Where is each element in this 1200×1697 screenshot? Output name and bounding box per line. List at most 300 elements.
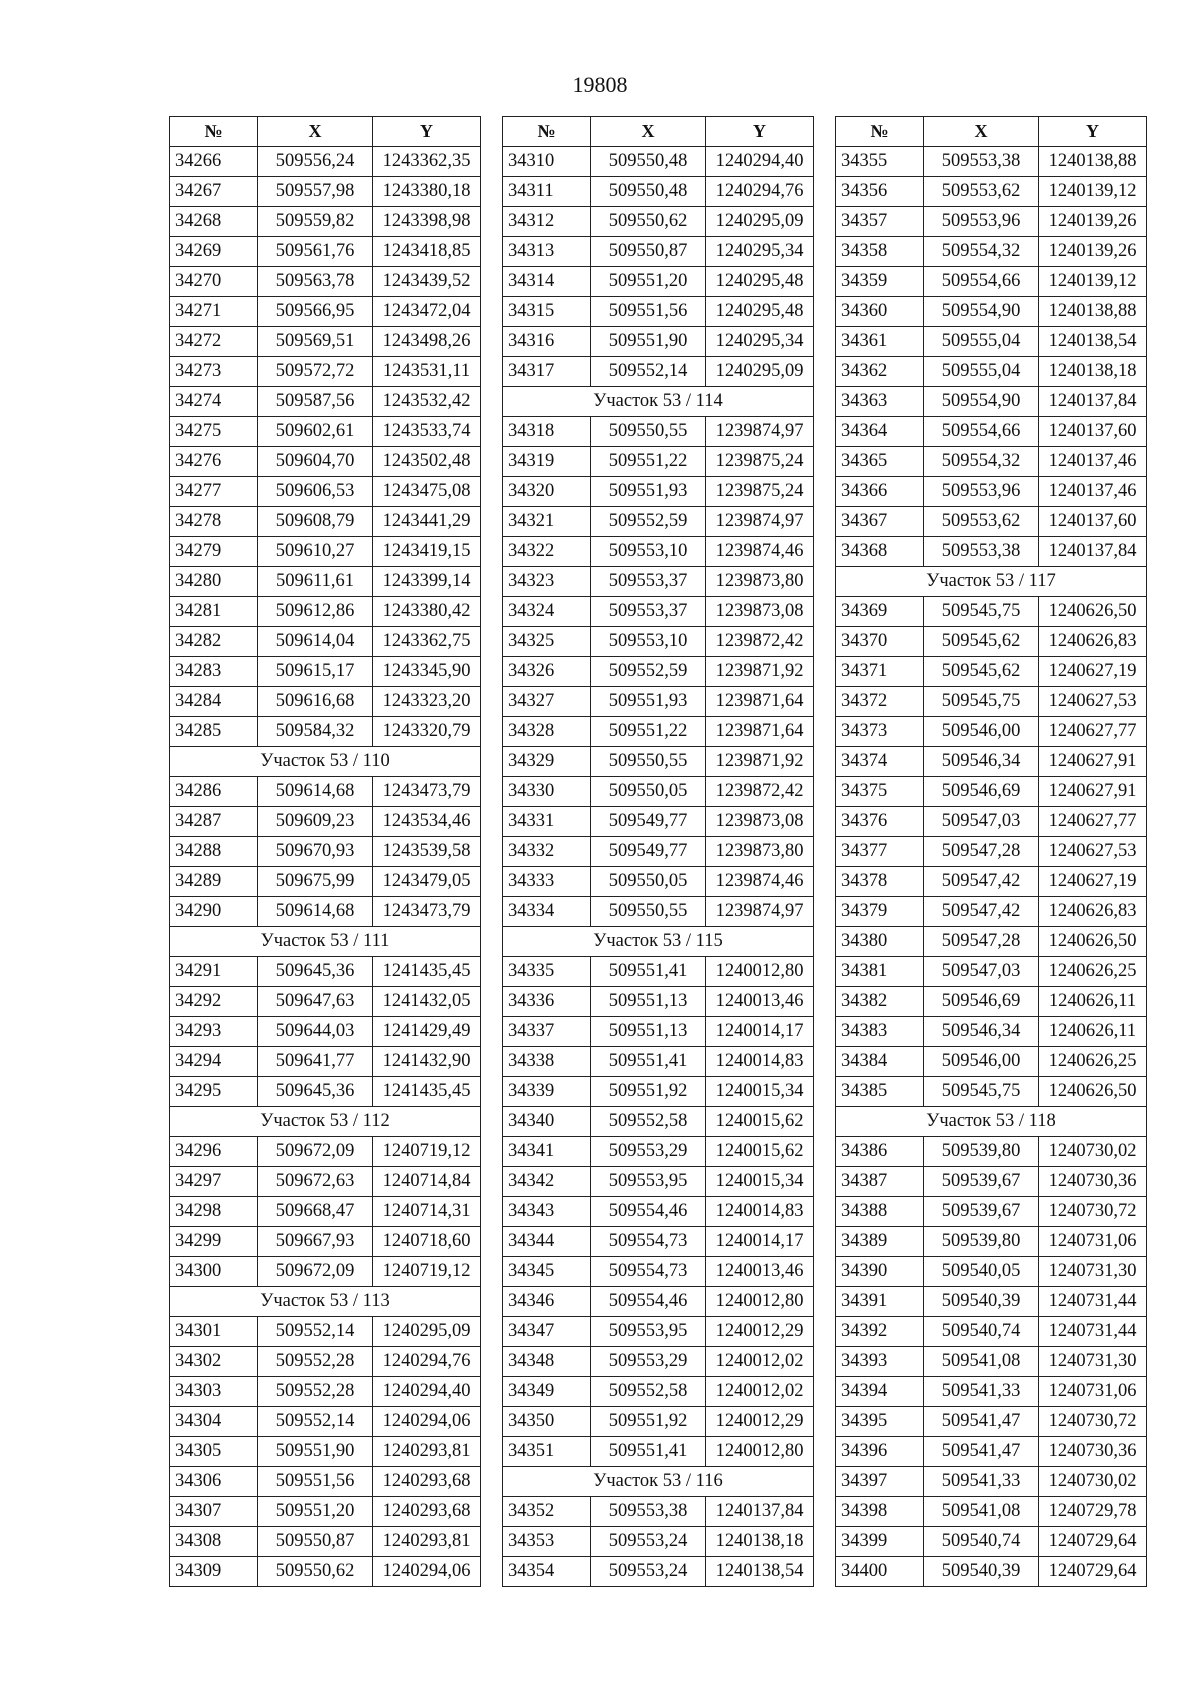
table-row	[503, 1407, 814, 1437]
x-coordinate: 509614,04	[258, 627, 373, 657]
point-number: 34339	[503, 1077, 591, 1107]
point-number: 34342	[503, 1167, 591, 1197]
table-row	[170, 1047, 481, 1077]
x-coordinate: 509546,34	[924, 1017, 1039, 1047]
x-coordinate: 509555,04	[924, 327, 1039, 357]
table-row	[836, 1047, 1147, 1077]
x-coordinate: 509551,93	[591, 687, 706, 717]
x-coordinate: 509553,37	[591, 597, 706, 627]
table-row	[836, 657, 1147, 687]
point-number: 34347	[503, 1317, 591, 1347]
table-row	[503, 597, 814, 627]
y-coordinate: 1240627,53	[1039, 687, 1147, 717]
point-number: 34289	[170, 867, 258, 897]
x-coordinate: 509675,99	[258, 867, 373, 897]
x-coordinate: 509550,62	[258, 1557, 373, 1587]
point-number: 34286	[170, 777, 258, 807]
y-coordinate: 1240012,80	[706, 957, 814, 987]
point-number: 34348	[503, 1347, 591, 1377]
y-coordinate: 1243345,90	[373, 657, 481, 687]
y-coordinate: 1243532,42	[373, 387, 481, 417]
table-row	[170, 387, 481, 417]
y-coordinate: 1240731,44	[1039, 1287, 1147, 1317]
point-number: 34384	[836, 1047, 924, 1077]
section-title: Участок 53 / 111	[170, 927, 481, 957]
x-coordinate: 509553,62	[924, 507, 1039, 537]
table-row	[503, 807, 814, 837]
y-coordinate: 1241435,45	[373, 1077, 481, 1107]
table-row	[836, 1527, 1147, 1557]
point-number: 34275	[170, 417, 258, 447]
y-coordinate: 1240294,06	[373, 1407, 481, 1437]
y-coordinate: 1240294,76	[373, 1347, 481, 1377]
table-row	[170, 537, 481, 567]
table-header-row	[170, 117, 481, 147]
table-row	[170, 1497, 481, 1527]
x-coordinate: 509672,09	[258, 1137, 373, 1167]
y-coordinate: 1243380,18	[373, 177, 481, 207]
table-row	[170, 897, 481, 927]
table-row	[170, 477, 481, 507]
y-coordinate: 1240730,02	[1039, 1467, 1147, 1497]
y-coordinate: 1240714,31	[373, 1197, 481, 1227]
x-coordinate: 509539,80	[924, 1137, 1039, 1167]
x-coordinate: 509614,68	[258, 897, 373, 927]
table-row	[503, 357, 814, 387]
point-number: 34392	[836, 1317, 924, 1347]
y-coordinate: 1243362,75	[373, 627, 481, 657]
y-coordinate: 1240293,81	[373, 1527, 481, 1557]
x-coordinate: 509611,61	[258, 567, 373, 597]
table-row	[836, 1317, 1147, 1347]
x-coordinate: 509555,04	[924, 357, 1039, 387]
table-row	[836, 627, 1147, 657]
point-number: 34308	[170, 1527, 258, 1557]
y-coordinate: 1239874,97	[706, 897, 814, 927]
table-row	[503, 1017, 814, 1047]
x-coordinate: 509610,27	[258, 537, 373, 567]
point-number: 34338	[503, 1047, 591, 1077]
x-coordinate: 509554,46	[591, 1287, 706, 1317]
y-coordinate: 1240139,26	[1039, 237, 1147, 267]
y-coordinate: 1240013,46	[706, 1257, 814, 1287]
point-number: 34397	[836, 1467, 924, 1497]
y-coordinate: 1241432,05	[373, 987, 481, 1017]
header-y: Y	[1039, 117, 1147, 147]
table-row	[170, 447, 481, 477]
x-coordinate: 509584,32	[258, 717, 373, 747]
point-number: 34365	[836, 447, 924, 477]
table-row	[170, 1527, 481, 1557]
point-number: 34346	[503, 1287, 591, 1317]
y-coordinate: 1240137,46	[1039, 447, 1147, 477]
x-coordinate: 509547,28	[924, 927, 1039, 957]
x-coordinate: 509553,24	[591, 1557, 706, 1587]
point-number: 34306	[170, 1467, 258, 1497]
table-row	[170, 1257, 481, 1287]
x-coordinate: 509541,33	[924, 1377, 1039, 1407]
table-row	[503, 1527, 814, 1557]
x-coordinate: 509539,67	[924, 1197, 1039, 1227]
x-coordinate: 509612,86	[258, 597, 373, 627]
y-coordinate: 1239872,42	[706, 777, 814, 807]
y-coordinate: 1240014,83	[706, 1197, 814, 1227]
y-coordinate: 1240012,80	[706, 1437, 814, 1467]
table-row	[836, 867, 1147, 897]
x-coordinate: 509670,93	[258, 837, 373, 867]
x-coordinate: 509645,36	[258, 1077, 373, 1107]
y-coordinate: 1240627,91	[1039, 777, 1147, 807]
x-coordinate: 509549,77	[591, 837, 706, 867]
y-coordinate: 1243419,15	[373, 537, 481, 567]
coordinates-table-3	[835, 116, 1147, 1587]
table-row	[503, 1257, 814, 1287]
table-row	[836, 1167, 1147, 1197]
y-coordinate: 1239874,46	[706, 867, 814, 897]
y-coordinate: 1240293,68	[373, 1497, 481, 1527]
table-row	[836, 327, 1147, 357]
table-row	[170, 1017, 481, 1047]
table-row	[503, 1137, 814, 1167]
table-row	[503, 1497, 814, 1527]
y-coordinate: 1243502,48	[373, 447, 481, 477]
x-coordinate: 509540,05	[924, 1257, 1039, 1287]
x-coordinate: 509552,14	[591, 357, 706, 387]
table-row	[503, 417, 814, 447]
point-number: 34287	[170, 807, 258, 837]
y-coordinate: 1240295,09	[373, 1317, 481, 1347]
y-coordinate: 1241432,90	[373, 1047, 481, 1077]
x-coordinate: 509604,70	[258, 447, 373, 477]
x-coordinate: 509566,95	[258, 297, 373, 327]
x-coordinate: 509551,90	[591, 327, 706, 357]
y-coordinate: 1240718,60	[373, 1227, 481, 1257]
x-coordinate: 509553,38	[591, 1497, 706, 1527]
y-coordinate: 1240627,77	[1039, 807, 1147, 837]
point-number: 34369	[836, 597, 924, 627]
y-coordinate: 1239871,92	[706, 657, 814, 687]
point-number: 34360	[836, 297, 924, 327]
point-number: 34358	[836, 237, 924, 267]
table-row	[503, 567, 814, 597]
table-row	[836, 1287, 1147, 1317]
table-row	[836, 927, 1147, 957]
point-number: 34271	[170, 297, 258, 327]
point-number: 34294	[170, 1047, 258, 1077]
point-number: 34396	[836, 1437, 924, 1467]
point-number: 34304	[170, 1407, 258, 1437]
y-coordinate: 1243362,35	[373, 147, 481, 177]
x-coordinate: 509546,69	[924, 987, 1039, 1017]
y-coordinate: 1240137,84	[1039, 387, 1147, 417]
y-coordinate: 1239874,97	[706, 507, 814, 537]
point-number: 34273	[170, 357, 258, 387]
y-coordinate: 1239873,80	[706, 837, 814, 867]
point-number: 34333	[503, 867, 591, 897]
x-coordinate: 509553,95	[591, 1317, 706, 1347]
y-coordinate: 1239872,42	[706, 627, 814, 657]
point-number: 34383	[836, 1017, 924, 1047]
x-coordinate: 509554,73	[591, 1227, 706, 1257]
y-coordinate: 1240626,83	[1039, 897, 1147, 927]
y-coordinate: 1240295,48	[706, 297, 814, 327]
table-row	[170, 1227, 481, 1257]
point-number: 34284	[170, 687, 258, 717]
x-coordinate: 509554,32	[924, 447, 1039, 477]
y-coordinate: 1240293,68	[373, 1467, 481, 1497]
y-coordinate: 1240137,84	[706, 1497, 814, 1527]
x-coordinate: 509551,20	[591, 267, 706, 297]
table-row	[503, 1377, 814, 1407]
header-y: Y	[706, 117, 814, 147]
table-row	[836, 837, 1147, 867]
point-number: 34270	[170, 267, 258, 297]
point-number: 34313	[503, 237, 591, 267]
x-coordinate: 509668,47	[258, 1197, 373, 1227]
point-number: 34325	[503, 627, 591, 657]
x-coordinate: 509547,42	[924, 867, 1039, 897]
y-coordinate: 1240015,34	[706, 1077, 814, 1107]
point-number: 34310	[503, 147, 591, 177]
point-number: 34282	[170, 627, 258, 657]
point-number: 34293	[170, 1017, 258, 1047]
point-number: 34361	[836, 327, 924, 357]
x-coordinate: 509553,10	[591, 627, 706, 657]
x-coordinate: 509552,58	[591, 1377, 706, 1407]
y-coordinate: 1240714,84	[373, 1167, 481, 1197]
table-row	[170, 837, 481, 867]
table-row	[836, 897, 1147, 927]
y-coordinate: 1240138,54	[1039, 327, 1147, 357]
header-num: №	[170, 117, 258, 147]
point-number: 34389	[836, 1227, 924, 1257]
point-number: 34372	[836, 687, 924, 717]
point-number: 34279	[170, 537, 258, 567]
table-row	[170, 327, 481, 357]
x-coordinate: 509540,74	[924, 1317, 1039, 1347]
y-coordinate: 1240137,60	[1039, 507, 1147, 537]
x-coordinate: 509541,47	[924, 1437, 1039, 1467]
coordinates-table-2	[502, 116, 814, 1587]
table-row	[170, 1167, 481, 1197]
x-coordinate: 509550,05	[591, 777, 706, 807]
table-row	[503, 327, 814, 357]
y-coordinate: 1240295,09	[706, 357, 814, 387]
point-number: 34291	[170, 957, 258, 987]
y-coordinate: 1240012,29	[706, 1407, 814, 1437]
y-coordinate: 1240137,60	[1039, 417, 1147, 447]
table-row	[836, 1467, 1147, 1497]
y-coordinate: 1240626,11	[1039, 987, 1147, 1017]
y-coordinate: 1243323,20	[373, 687, 481, 717]
point-number: 34274	[170, 387, 258, 417]
point-number: 34378	[836, 867, 924, 897]
y-coordinate: 1240626,50	[1039, 597, 1147, 627]
table-row	[836, 537, 1147, 567]
table-row	[836, 1347, 1147, 1377]
x-coordinate: 509540,74	[924, 1527, 1039, 1557]
table-row	[170, 237, 481, 267]
point-number: 34374	[836, 747, 924, 777]
y-coordinate: 1240627,19	[1039, 657, 1147, 687]
x-coordinate: 509541,33	[924, 1467, 1039, 1497]
y-coordinate: 1240731,30	[1039, 1347, 1147, 1377]
point-number: 34330	[503, 777, 591, 807]
y-coordinate: 1240137,46	[1039, 477, 1147, 507]
x-coordinate: 509547,03	[924, 807, 1039, 837]
y-coordinate: 1243439,52	[373, 267, 481, 297]
x-coordinate: 509550,05	[591, 867, 706, 897]
point-number: 34354	[503, 1557, 591, 1587]
table-row	[836, 387, 1147, 417]
point-number: 34387	[836, 1167, 924, 1197]
y-coordinate: 1240626,25	[1039, 1047, 1147, 1077]
x-coordinate: 509550,62	[591, 207, 706, 237]
x-coordinate: 509614,68	[258, 777, 373, 807]
x-coordinate: 509561,76	[258, 237, 373, 267]
point-number: 34352	[503, 1497, 591, 1527]
table-row	[503, 1077, 814, 1107]
section-row	[836, 567, 1147, 597]
section-title: Участок 53 / 116	[503, 1467, 814, 1497]
x-coordinate: 509540,39	[924, 1287, 1039, 1317]
y-coordinate: 1240731,30	[1039, 1257, 1147, 1287]
x-coordinate: 509539,67	[924, 1167, 1039, 1197]
y-coordinate: 1240627,77	[1039, 717, 1147, 747]
x-coordinate: 509551,93	[591, 477, 706, 507]
table-row	[836, 177, 1147, 207]
table-row	[503, 1437, 814, 1467]
y-coordinate: 1243534,46	[373, 807, 481, 837]
y-coordinate: 1240293,81	[373, 1437, 481, 1467]
point-number: 34337	[503, 1017, 591, 1047]
x-coordinate: 509609,23	[258, 807, 373, 837]
point-number: 34312	[503, 207, 591, 237]
table-row	[170, 1197, 481, 1227]
x-coordinate: 509551,13	[591, 1017, 706, 1047]
y-coordinate: 1243475,08	[373, 477, 481, 507]
table-row	[170, 1317, 481, 1347]
x-coordinate: 509550,87	[591, 237, 706, 267]
header-y: Y	[373, 117, 481, 147]
section-row	[170, 927, 481, 957]
y-coordinate: 1243398,98	[373, 207, 481, 237]
y-coordinate: 1240015,62	[706, 1137, 814, 1167]
x-coordinate: 509552,58	[591, 1107, 706, 1137]
point-number: 34364	[836, 417, 924, 447]
y-coordinate: 1240626,50	[1039, 927, 1147, 957]
table-row	[503, 147, 814, 177]
point-number: 34299	[170, 1227, 258, 1257]
y-coordinate: 1239874,46	[706, 537, 814, 567]
point-number: 34323	[503, 567, 591, 597]
table-row	[836, 597, 1147, 627]
table-row	[170, 1407, 481, 1437]
y-coordinate: 1240013,46	[706, 987, 814, 1017]
y-coordinate: 1243533,74	[373, 417, 481, 447]
x-coordinate: 509553,29	[591, 1137, 706, 1167]
table-row	[503, 1347, 814, 1377]
y-coordinate: 1240012,29	[706, 1317, 814, 1347]
x-coordinate: 509553,24	[591, 1527, 706, 1557]
x-coordinate: 509556,24	[258, 147, 373, 177]
point-number: 34386	[836, 1137, 924, 1167]
x-coordinate: 509546,00	[924, 717, 1039, 747]
table-row	[836, 1017, 1147, 1047]
x-coordinate: 509551,92	[591, 1077, 706, 1107]
point-number: 34281	[170, 597, 258, 627]
point-number: 34371	[836, 657, 924, 687]
table-row	[170, 357, 481, 387]
point-number: 34324	[503, 597, 591, 627]
x-coordinate: 509602,61	[258, 417, 373, 447]
point-number: 34343	[503, 1197, 591, 1227]
point-number: 34314	[503, 267, 591, 297]
point-number: 34305	[170, 1437, 258, 1467]
page-number: 19808	[572, 72, 628, 97]
point-number: 34326	[503, 657, 591, 687]
y-coordinate: 1239871,64	[706, 687, 814, 717]
table-header-row	[836, 117, 1147, 147]
point-number: 34280	[170, 567, 258, 597]
table-row	[503, 627, 814, 657]
table-row	[503, 537, 814, 567]
x-coordinate: 509645,36	[258, 957, 373, 987]
point-number: 34303	[170, 1377, 258, 1407]
y-coordinate: 1240626,11	[1039, 1017, 1147, 1047]
point-number: 34292	[170, 987, 258, 1017]
point-number: 34359	[836, 267, 924, 297]
x-coordinate: 509541,08	[924, 1497, 1039, 1527]
x-coordinate: 509608,79	[258, 507, 373, 537]
point-number: 34283	[170, 657, 258, 687]
x-coordinate: 509546,00	[924, 1047, 1039, 1077]
table-row	[836, 957, 1147, 987]
x-coordinate: 509553,29	[591, 1347, 706, 1377]
y-coordinate: 1240294,40	[706, 147, 814, 177]
table-row	[170, 957, 481, 987]
x-coordinate: 509559,82	[258, 207, 373, 237]
section-row	[503, 387, 814, 417]
y-coordinate: 1240294,06	[373, 1557, 481, 1587]
table-row	[170, 207, 481, 237]
y-coordinate: 1240138,18	[1039, 357, 1147, 387]
y-coordinate: 1240294,40	[373, 1377, 481, 1407]
section-row	[170, 1107, 481, 1137]
y-coordinate: 1240729,64	[1039, 1527, 1147, 1557]
table-row	[503, 1317, 814, 1347]
y-coordinate: 1240729,64	[1039, 1557, 1147, 1587]
table-row	[503, 867, 814, 897]
x-coordinate: 509644,03	[258, 1017, 373, 1047]
table-row	[503, 987, 814, 1017]
y-coordinate: 1243399,14	[373, 567, 481, 597]
table-row	[503, 447, 814, 477]
table-row	[836, 477, 1147, 507]
x-coordinate: 509551,22	[591, 447, 706, 477]
point-number: 34362	[836, 357, 924, 387]
x-coordinate: 509553,38	[924, 147, 1039, 177]
x-coordinate: 509606,53	[258, 477, 373, 507]
table-row	[836, 357, 1147, 387]
table-row	[170, 1137, 481, 1167]
y-coordinate: 1239874,97	[706, 417, 814, 447]
point-number: 34278	[170, 507, 258, 537]
table-row	[503, 957, 814, 987]
table-row	[836, 147, 1147, 177]
point-number: 34390	[836, 1257, 924, 1287]
x-coordinate: 509641,77	[258, 1047, 373, 1077]
